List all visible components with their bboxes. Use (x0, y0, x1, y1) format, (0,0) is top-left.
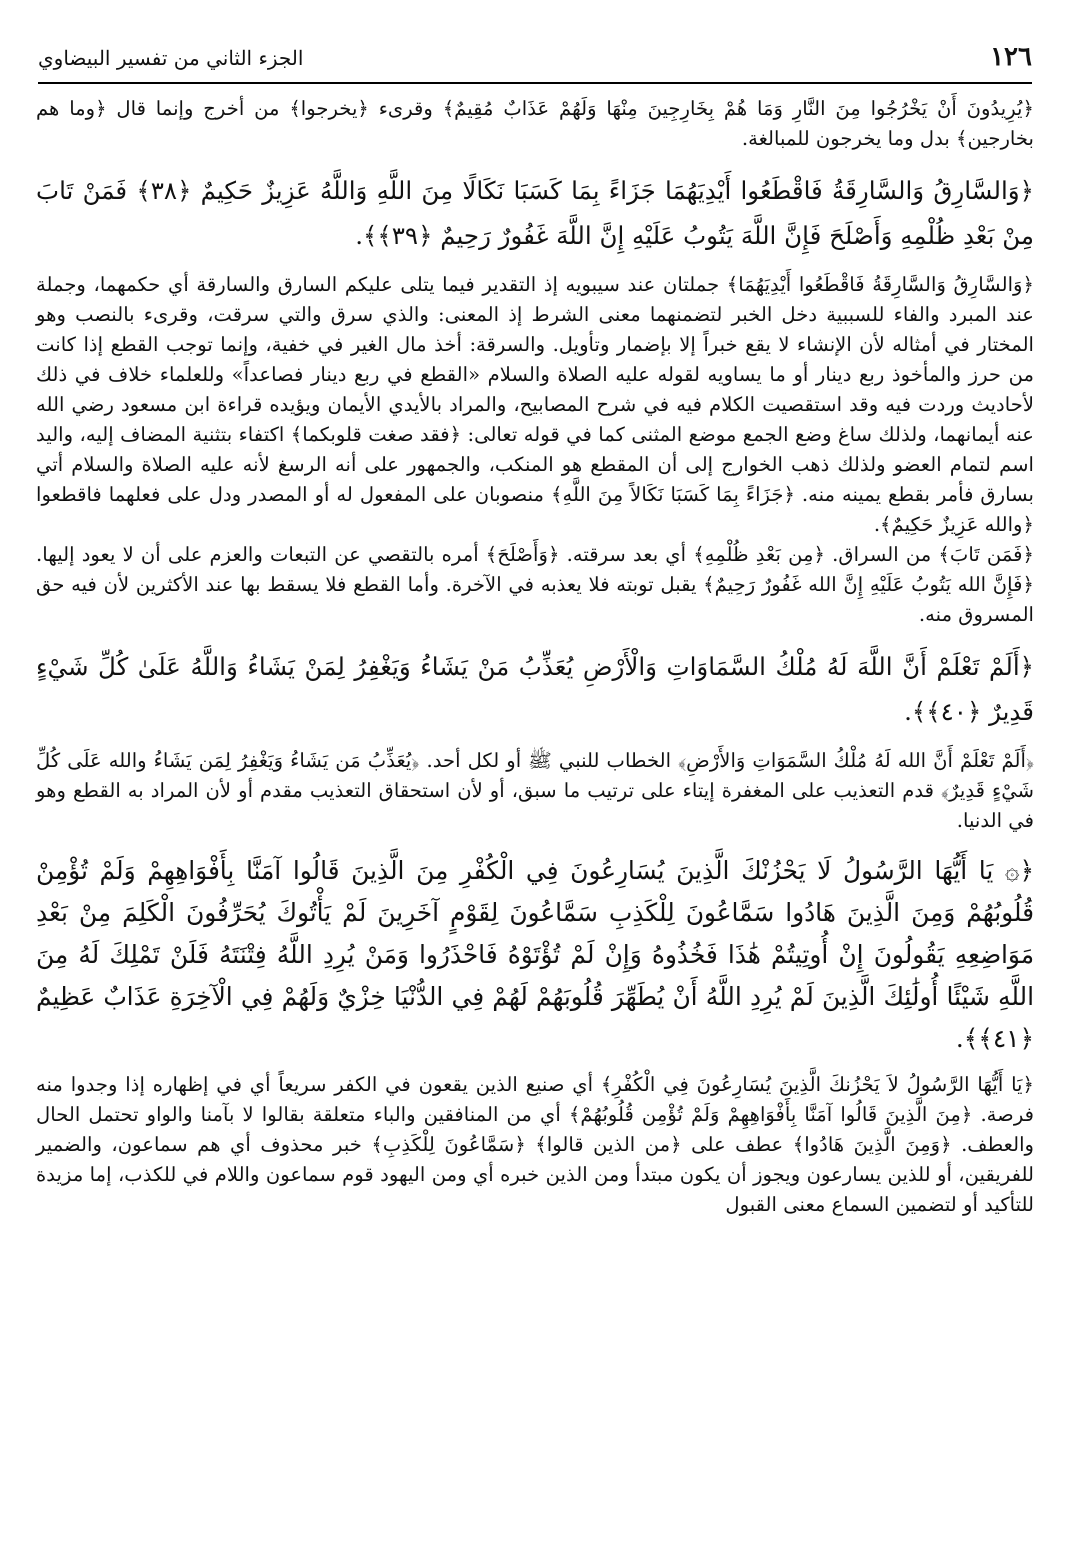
page-header (38, 42, 1032, 84)
commentary-paragraph: ﴿يُرِيدُونَ أَنْ يَخْرُجُوا مِنَ النَّارِ وَمَا هُمْ بِخَارِجِينَ مِنْهَا وَلَهُمْ عَذَابٌ مُقِيمٌ﴾ وقرىء ﴿يخرجوا﴾ من أخرج وإنما قال ﴿وما هم بخارجين﴾ بدل وما يخرجون للمبالغة. (36, 97, 1034, 150)
quran-verse-block: ﴿وَالسَّارِقُ وَالسَّارِقَةُ فَاقْطَعُوا أَيْدِيَهُمَا جَزَاءً بِمَا كَسَبَا نَكَالًا مِنَ اللَّهِ وَاللَّهُ عَزِيزٌ حَكِيمٌ ﴿٣٨﴾ فَمَنْ تَابَ مِنْ بَعْدِ ظُلْمِهِ وَأَصْلَحَ فَإِنَّ اللَّهَ يَتُوبُ عَلَيْهِ إِنَّ اللَّهَ غَفُورٌ رَحِيمٌ ﴿٣٩﴾﴾. (36, 176, 1034, 250)
commentary-paragraph: ﴿وَالسَّارِقُ وَالسَّارِقَةُ فَاقْطَعُوا أَيْدِيَهُمَا﴾ جملتان عند سيبويه إذ التقدير فيما يتلى عليكم السارق والسارقة أي حكمهما، وجملة عند المبرد والفاء للسببية دخل الخبر لتضمنهما معنى الشرط إذ المعنى: والذي سرق والتي سرقت، وقرىء بالنصب وهو المختار في أمثاله لأن الإنشاء لا يقع خبراً إلا بإضمار وتأويل. والسرقة: أخذ مال الغير في خفية، وإنما توجب القطع إذا كانت من حرز والمأخوذ ربع دينار أو ما يساويه لقوله عليه الصلاة والسلام «القطع في ربع دينار فصاعداً» وللعلماء خلاف في ذلك لأحاديث وردت فيه وقد استقصيت الكلام فيه في شرح المصابيح، والمراد بالأيدي الأيمان ويؤيده قراءة ابن مسعود رضي الله عنه أيمانهما، ولذلك ساغ وضع الجمع موضع المثنى كما في قوله تعالى: ﴿فقد صغت قلوبكما﴾ اكتفاء بتثنية المضاف إليه، واليد اسم لتمام العضو ولذلك ذهب الخوارج إلى أن المقطع هو المنكب، والجمهور على أنه الرسغ لأنه عليه الصلاة والسلام أتي بسارق فأمر بقطع يمينه منه. ﴿جَزَاءً بِمَا كَسَبَا نَكَالاً مِنَ اللَّهِ﴾ منصوبان على المفعول له أو المصدر ودل على فعلهما فاقطعوا ﴿والله عَزِيزٌ حَكِيمٌ﴾. (36, 273, 1034, 536)
quran-verse-block: ﴿أَلَمْ تَعْلَمْ أَنَّ اللَّهَ لَهُ مُلْكُ السَّمَاوَاتِ وَالْأَرْضِ يُعَذِّبُ مَنْ يَشَاءُ وَيَغْفِرُ لِمَنْ يَشَاءُ وَاللَّهُ عَلَىٰ كُلِّ شَيْءٍ قَدِيرٌ ﴿٤٠﴾﴾. (36, 652, 1034, 726)
page-number: ١٢٦ (990, 42, 1032, 72)
quran-verse-block: ﴿۞ يَا أَيُّهَا الرَّسُولُ لَا يَحْزُنْكَ الَّذِينَ يُسَارِعُونَ فِي الْكُفْرِ مِنَ الَّذِينَ قَالُوا آمَنَّا بِأَفْوَاهِهِمْ وَلَمْ تُؤْمِنْ قُلُوبُهُمْ وَمِنَ الَّذِينَ هَادُوا سَمَّاعُونَ لِلْكَذِبِ سَمَّاعُونَ لِقَوْمٍ آخَرِينَ لَمْ يَأْتُوكَ يُحَرِّفُونَ الْكَلِمَ مِنْ بَعْدِ مَوَاضِعِهِ يَقُولُونَ إِنْ أُوتِيتُمْ هَٰذَا فَخُذُوهُ وَإِنْ لَمْ تُؤْتَوْهُ فَاحْذَرُوا وَمَنْ يُرِدِ اللَّهُ فِتْنَتَهُ فَلَنْ تَمْلِكَ لَهُ مِنَ اللَّهِ شَيْئًا أُولَٰئِكَ الَّذِينَ لَمْ يُرِدِ اللَّهُ أَنْ يُطَهِّرَ قُلُوبَهُمْ لَهُمْ فِي الدُّنْيَا خِزْيٌ وَلَهُمْ فِي الْآخِرَةِ عَذَابٌ عَظِيمٌ ﴿٤١﴾﴾. (36, 856, 1034, 1053)
running-title: الجزء الثاني من تفسير البيضاوي (38, 46, 304, 70)
commentary-paragraph: ﴿أَلَمْ تَعْلَمْ أَنَّ الله لَهُ مُلْكُ السَّمَوَاتِ وَالأَرْضِ﴾ الخطاب للنبي ﷺ أو لكل أحد. ﴿يُعَذِّبُ مَن يَشَاءُ وَيَغْفِرُ لِمَن يَشَاءُ والله عَلَى كُلِّ شَيْءٍ قَدِيرٌ﴾ قدم التعذيب على المغفرة إيتاء على ترتيب ما سبق، أو لأن استحقاق التعذيب مقدم أو لأن المراد به القطع وهو في الدنيا. (36, 749, 1034, 832)
commentary-paragraph: ﴿فَمَن تَابَ﴾ من السراق. ﴿مِن بَعْدِ ظُلْمِهِ﴾ أي بعد سرقته. ﴿وَأَصْلَحَ﴾ أمره بالتقصي عن التبعات والعزم على أن لا يعود إليها. ﴿فَإِنَّ الله يَتُوبُ عَلَيْهِ إِنَّ الله غَفُورٌ رَحِيمٌ﴾ يقبل توبته فلا يعذبه في الآخرة. وأما القطع فلا يسقط بها عند الأكثرين لأن فيه حق المسروق منه. (36, 543, 1035, 626)
commentary-paragraph: ﴿يَا أَيُّهَا الرَّسُولُ لاَ يَحْزُنكَ الَّذِينَ يُسَارِعُونَ فِي الْكُفْرِ﴾ أي صنيع الذين يقعون في الكفر سريعاً أي في إظهاره إذا وجدوا منه فرصة. ﴿مِنَ الَّذِينَ قَالُوا آمَنَّا بِأَفْوَاهِهِمْ وَلَمْ تُؤْمِن قُلُوبُهُمْ﴾ أي من المنافقين والباء متعلقة بقالوا لا بآمنا والواو تحتمل الحال والعطف. ﴿وَمِنَ الَّذِينَ هَادُوا﴾ عطف على ﴿من الذين قالوا﴾ ﴿سَمَّاعُونَ لِلْكَذِبِ﴾ خبر محذوف أي هم سماعون، والضمير للفريقين، أو للذين يسارعون ويجوز أن يكون مبتدأ ومن الذين خبره أي ومن اليهود قوم سماعون واللام في للكذب، إما مزيدة للتأكيد أو لتضمين السماع معنى القبول (36, 1073, 1034, 1216)
